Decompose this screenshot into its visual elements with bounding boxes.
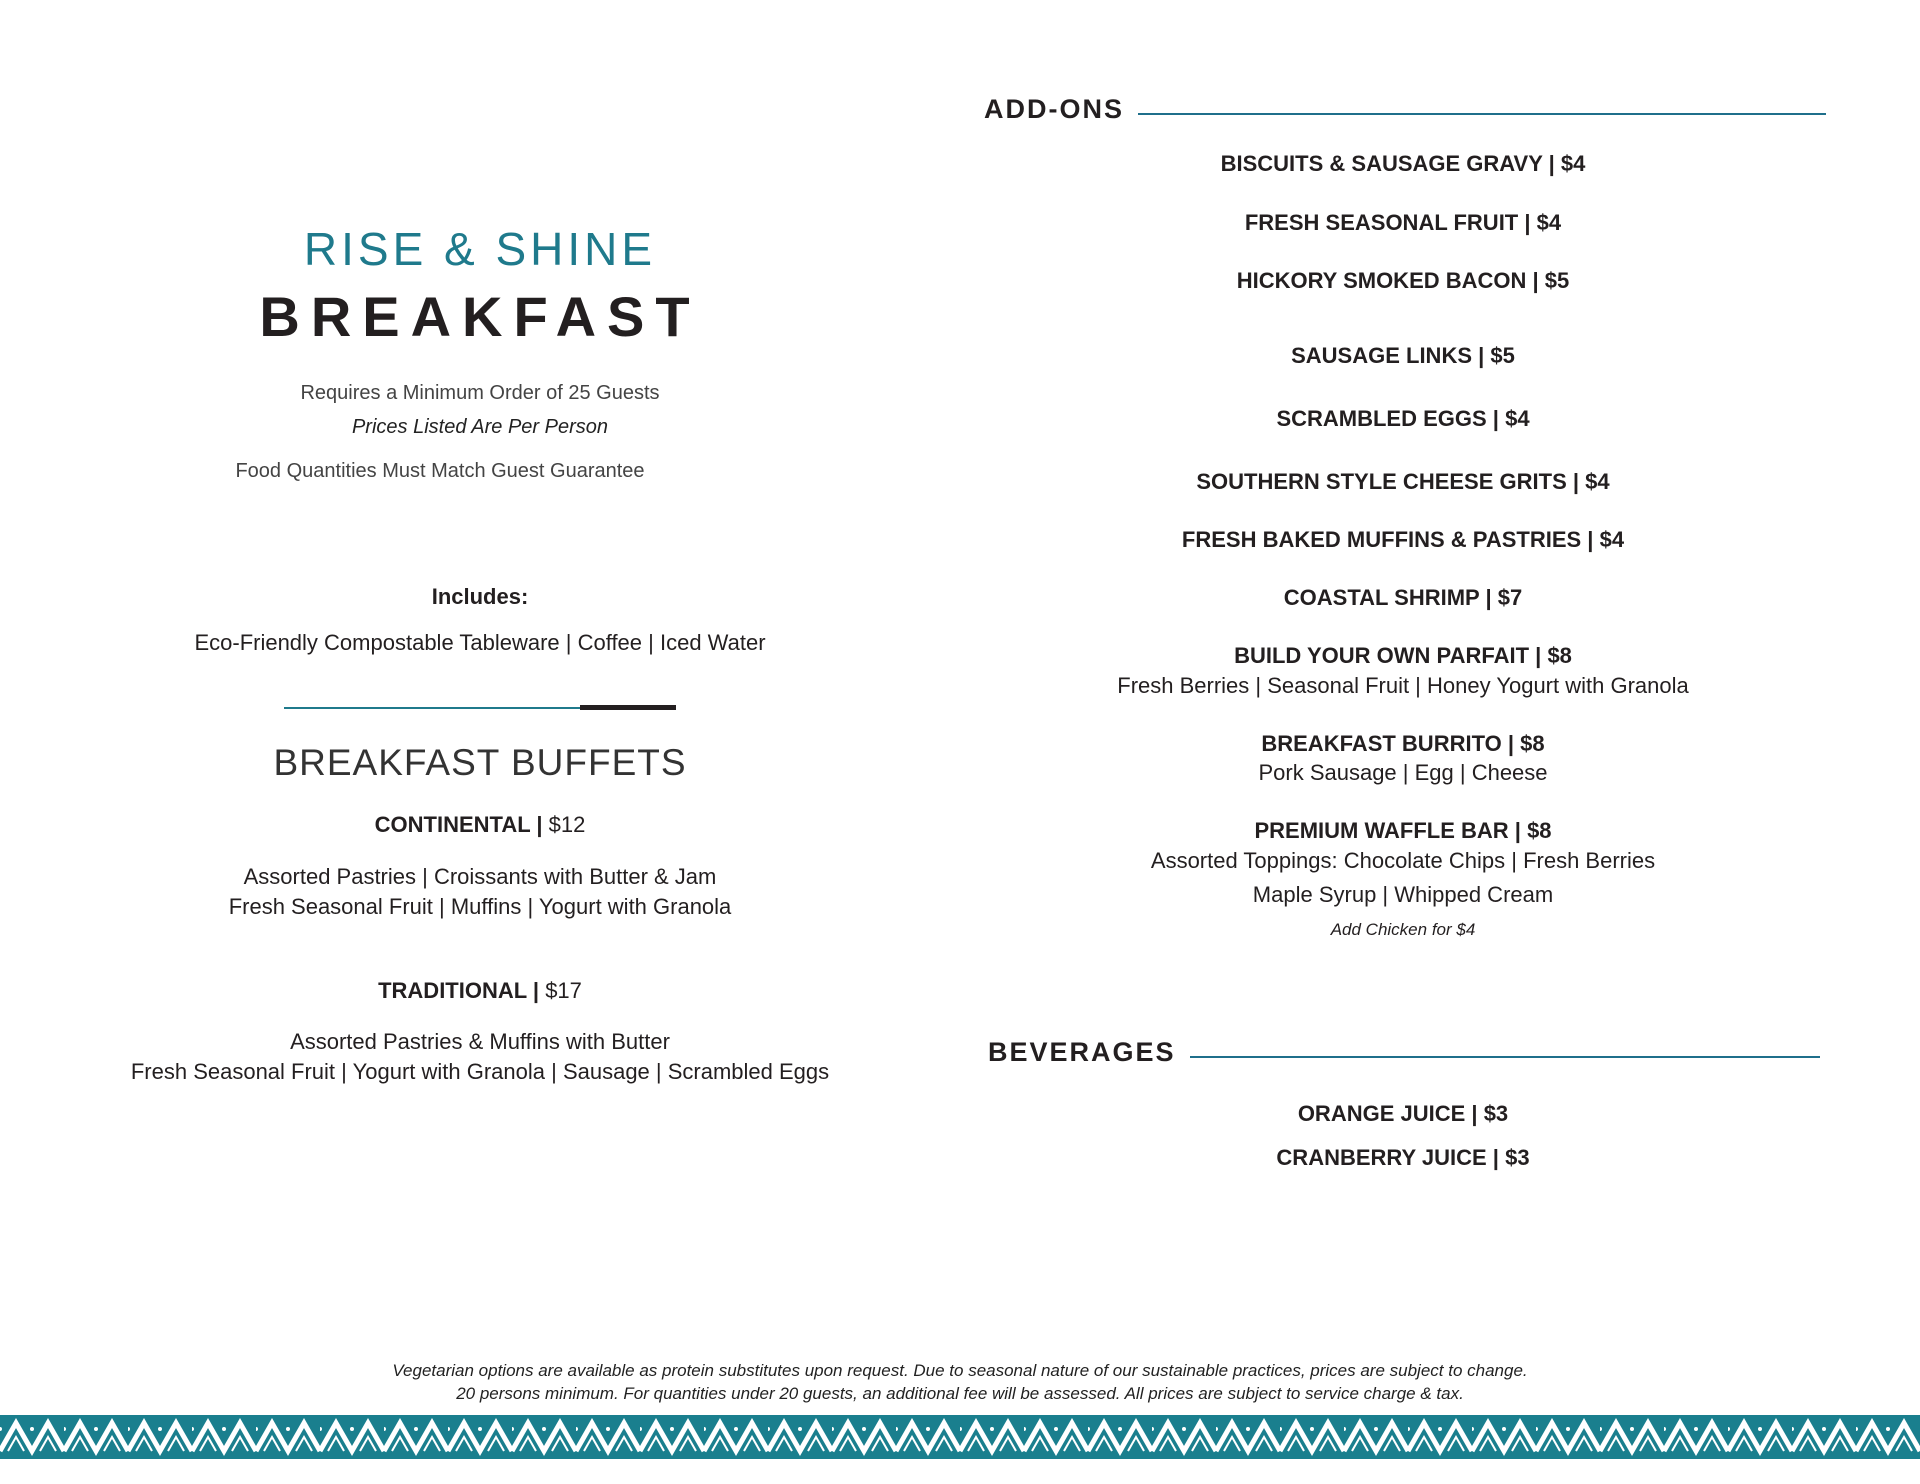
addon-item	[1000, 343, 1806, 369]
includes-heading: Includes:	[431, 584, 529, 609]
addon-name: BREAKFAST BURRITO |	[1261, 731, 1515, 756]
continental-description	[100, 862, 860, 922]
continental-title	[100, 812, 860, 838]
addon-name: COASTAL SHRIMP |	[1283, 585, 1492, 610]
addons-heading-rule	[1138, 113, 1826, 115]
addon-item	[1000, 151, 1806, 177]
addon-item	[1000, 527, 1806, 553]
traditional-description	[100, 1027, 860, 1087]
continental-price: $12	[548, 812, 586, 837]
beverage-name: CRANBERRY JUICE |	[1276, 1145, 1499, 1170]
addon-name: SAUSAGE LINKS |	[1291, 343, 1485, 368]
addon-name: BUILD YOUR OWN PARFAIT |	[1234, 643, 1542, 668]
addon-price: $8	[1547, 643, 1572, 668]
decorative-border-pattern	[0, 1415, 1920, 1459]
continental-line-2: Fresh Seasonal Fruit | Muffins | Yogurt with Granola	[228, 894, 732, 919]
addon-name: SCRAMBLED EGGS |	[1276, 406, 1499, 431]
addon-item	[1000, 406, 1806, 432]
waffle-note: Add Chicken for $4	[1330, 920, 1476, 939]
addons-heading	[984, 94, 1826, 125]
traditional-name: TRADITIONAL |	[378, 978, 540, 1003]
addon-price: $4	[1599, 527, 1625, 552]
continental-line-1: Assorted Pastries | Croissants with Butter & Jam	[243, 864, 717, 889]
addon-item	[1000, 268, 1806, 294]
addon-item	[1000, 585, 1806, 611]
addon-item	[1000, 643, 1806, 669]
addon-price: $5	[1490, 343, 1515, 368]
waffle-description-1: Assorted Toppings: Chocolate Chips | Fresh Berries	[1150, 848, 1656, 873]
beverage-name: ORANGE JUICE |	[1297, 1101, 1478, 1126]
traditional-title	[100, 978, 860, 1004]
burrito-description: Pork Sausage | Egg | Cheese	[1258, 760, 1548, 785]
addon-name: SOUTHERN STYLE CHEESE GRITS |	[1196, 469, 1580, 494]
includes-text: Eco-Friendly Compostable Tableware | Coffee | Iced Water	[194, 630, 766, 655]
traditional-line-2: Fresh Seasonal Fruit | Yogurt with Granola | Sausage | Scrambled Eggs	[130, 1059, 830, 1084]
addons-heading-label: ADD-ONS	[984, 94, 1124, 124]
divider-thick-line	[580, 705, 676, 710]
addon-price: $7	[1497, 585, 1523, 610]
footer-note-line-1: Vegetarian options are available as protein substitutes upon request. Due to seasonal nature of our sustainable practices, prices are subject to change.	[392, 1361, 1528, 1380]
section-divider	[284, 705, 676, 711]
addon-price: $5	[1544, 268, 1570, 293]
beverages-heading-label: BEVERAGES	[988, 1037, 1176, 1067]
waffle-description-2: Maple Syrup | Whipped Cream	[1252, 882, 1554, 907]
addon-price: $4	[1536, 210, 1562, 235]
parfait-description: Fresh Berries | Seasonal Fruit | Honey Yogurt with Granola	[1117, 673, 1689, 698]
beverage-price: $3	[1483, 1101, 1509, 1126]
continental-name: CONTINENTAL |	[374, 812, 543, 837]
addon-price: $4	[1560, 151, 1586, 176]
addon-name: FRESH SEASONAL FRUIT |	[1244, 210, 1531, 235]
traditional-line-1: Assorted Pastries & Muffins with Butter	[290, 1029, 670, 1054]
minimum-order-note: Requires a Minimum Order of 25 Guests	[300, 382, 660, 404]
addon-name: PREMIUM WAFFLE BAR |	[1254, 818, 1521, 843]
addon-price: $4	[1585, 469, 1610, 494]
menu-subtitle: RISE & SHINE	[303, 223, 657, 275]
addon-item	[1000, 210, 1806, 236]
menu-title: BREAKFAST	[259, 285, 701, 348]
divider-thin-line	[284, 707, 580, 709]
traditional-price: $17	[545, 978, 582, 1003]
addon-name: BISCUITS & SAUSAGE GRAVY |	[1220, 151, 1555, 176]
beverage-price: $3	[1505, 1145, 1530, 1170]
beverage-item	[1000, 1101, 1806, 1127]
addon-price: $4	[1505, 406, 1530, 431]
beverages-heading-rule	[1190, 1056, 1820, 1058]
addon-item	[1000, 818, 1806, 844]
addon-name: FRESH BAKED MUFFINS & PASTRIES |	[1181, 527, 1594, 552]
addon-item	[1000, 731, 1806, 757]
addon-item	[1000, 469, 1806, 495]
beverage-item	[1000, 1145, 1806, 1171]
quantities-note: Food Quantities Must Match Guest Guarantee	[235, 460, 645, 482]
buffets-heading: BREAKFAST BUFFETS	[273, 742, 687, 783]
beverages-heading	[988, 1037, 1820, 1068]
per-person-note: Prices Listed Are Per Person	[351, 416, 609, 438]
addon-price: $8	[1527, 818, 1552, 843]
addon-name: HICKORY SMOKED BACON |	[1236, 268, 1539, 293]
addon-price: $8	[1520, 731, 1545, 756]
footer-note-line-2: 20 persons minimum. For quantities under 20 guests, an additional fee will be assessed. All prices are subject to service charge & tax.	[456, 1384, 1464, 1403]
